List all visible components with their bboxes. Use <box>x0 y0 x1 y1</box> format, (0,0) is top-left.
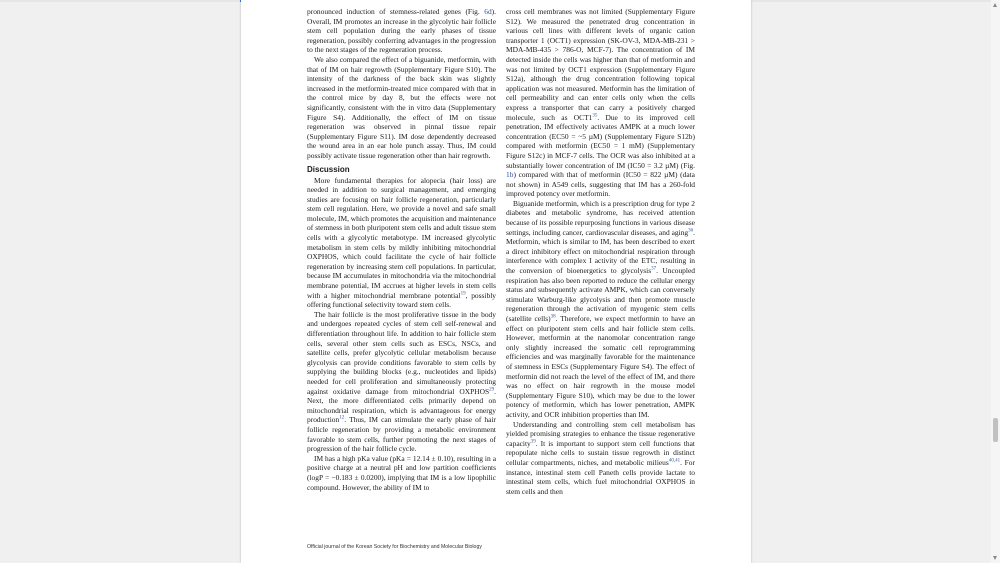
page-footer: Official journal of the Korean Society for Biochemistry and Molecular Biology <box>307 544 482 550</box>
citation-link[interactable]: 19 <box>460 291 466 297</box>
text-run: . Therefore, we expect metformin to have an effect on pluripotent stem cells and hair follicle stem cells. However, metformin at the nanomolar concentration range only slightly increased the somatic cell reprogramming efficiencies and was marginally favorable for the maintenance of stemness in ESCs (Supplementary Figure S4). The effect of metformin did not reach the level of the effect of IM, and there was no effect on hair regrowth in the mouse model (Supplementary Figure S10), which may be due to the lower potency of metformin, which has lower penetration, AMPK activity, and OCR inhibition properties than IM. <box>506 314 696 419</box>
text-run: pronounced induction of stemness-related genes (Fig. <box>307 7 485 16</box>
citation-link[interactable]: 39 <box>530 439 536 445</box>
text-run: We also compared the effect of a biguanide, metformin, with that of IM on hair regrowth (Supplementary Figure S10). The intensity of the darkness of the back skin was slightly increased in the metformin-treated mice compared with that in the control mice by day 8, but the effects were not significantly, consistent with the in vitro data (Supplementary Figure S4). Additionally, the effect of IM on tissue regeneration was observed in pinnal tissue repair (Supplementary Figure S11). IM dose dependently decreased the wound area in an ear hole punch assay. Thus, IM could possibly activate tissue regeneration other than hair regrowth. <box>307 54 496 160</box>
text-run: . Due to its improved cell penetration, IM effectively activates AMPK at a much lower concentration (EC50 = ~5 µM) (Supplementary Figure S12b) compared with metformin (EC50 = 1 mM) (Supplementary Figure S12c) in MCF-7 cells. The OCR was also inhibited at a substantially lower concentration of IM (IC50 = 3.2 µM) (Fig. <box>506 112 695 170</box>
citation-link[interactable]: 35 <box>592 113 598 119</box>
text-run: . Uncoupled respiration has also been reported to reduce the cellular energy status and subsequently activate AMPK, which can conversely stimulate Warburg-like glycolysis and then promote muscle regeneration through the activation of myogenic stem cells (satellite cells) <box>506 266 695 323</box>
text-run: . It is important to support stem cell functions that repopulate niche cells to sustain tissue regrowth in distinct cellular compartments, niches, and metabolic milieus <box>506 438 695 467</box>
text-run: . Thus, IM can stimulate the early phase of hair follicle regeneration by providing a metabolic environment favorable to stem cells, further promoting the next stages of progression of the hair follicle cycle. <box>307 415 496 454</box>
body-paragraph <box>506 7 695 199</box>
vertical-scrollbar[interactable] <box>991 0 1000 563</box>
left-column <box>307 7 496 492</box>
text-run: Understanding and controlling stem cell metabolism has yielded promising strategies to enhance the tissue regenerative capacity <box>506 419 695 448</box>
citation-link[interactable]: 29 <box>489 387 495 393</box>
right-column <box>506 7 695 496</box>
section-heading: Discussion <box>307 164 350 174</box>
figure-link[interactable]: 1b <box>506 170 514 180</box>
figure-link[interactable]: 6d <box>484 7 492 16</box>
text-run: ) compared with that of metformin (IC50 = 822 µM) (data not shown) in A549 cells, suggesting that IM has a 260-fold improved potency over metformin. <box>506 170 695 199</box>
text-run: cross cell membranes was not limited (Supplementary Figure S12). We measured the penetrated drug concentration in various cell lines with different levels of organic cation transporter 1 (OCT1) expression (SK-OV-3, MDA-MB-231 > MDA-MB-435 > 786-O, MCF-7). The concentration of IM detected inside the cells was higher than that of metformin and was not limited by OCT1 expression (Supplementary Figure S12a), although the drug concentration following topical application was not measured. Metformin has the limitation of cell permeability and can enter cells only when the cells express a transporter that can carry a positively charged molecule, such as OCT1 <box>506 7 695 122</box>
body-paragraph <box>506 199 695 420</box>
citation-link[interactable]: 40,41 <box>668 458 681 464</box>
body-paragraph <box>307 310 496 454</box>
text-run: . For instance, intestinal stem cell Paneth cells provide lactate to intestinal stem cells, which fuel mitochondrial OXPHOS in stem cells and then <box>506 457 695 496</box>
scrollbar-thumb[interactable] <box>993 418 998 442</box>
citation-link[interactable]: 36 <box>688 228 694 234</box>
body-paragraph <box>307 176 496 310</box>
text-run: . Next, the more differentiated cells primarily depend on mitochondrial respiration, which is advantageous for energy production <box>307 386 496 425</box>
text-run: ). Overall, IM promotes an increase in the glycolytic hair follicle stem cell population during the early phases of tissue regeneration, possibly conferring advantages in the progression to the next stages of the regeneration process. <box>307 7 496 55</box>
body-paragraph <box>307 7 496 55</box>
scroll-up-arrow-icon[interactable] <box>993 3 997 7</box>
citation-link[interactable]: 38 <box>550 314 556 320</box>
citation-link[interactable]: 37 <box>651 266 657 272</box>
body-paragraph <box>307 55 496 161</box>
text-run: , possibly offering functional selectivity toward stem cells. <box>307 290 496 310</box>
text-run: Biguanide metformin, which is a prescription drug for type 2 diabetes and metabolic syndrome, has received attention because of its possible repurposing functions in various disease settings, including cancer, cardiovascular diseases, and aging <box>506 198 695 237</box>
text-run: . Metformin, which is similar to IM, has been described to exert a direct inhibitory effect on mitochondrial respiration through interference with complex I activity of the ETC, resulting in the conversion of bioenergetics to glycolysis <box>506 227 695 276</box>
text-run: IM has a high pKa value (pKa = 12.14 ± 0.10), resulting in a positive charge at a neutral pH and low partition coefficients (logP = −0.183 ± 0.0200), implying that IM is a low lipophilic compound. However, the ability of IM to <box>307 453 496 492</box>
text-run: The hair follicle is the most proliferative tissue in the body and undergoes repeated cycles of stem cell self-renewal and differentiation throughout life. In addition to hair follicle stem cells, several other stem cells such as ESCs, NSCs, and satellite cells, prefer glycolytic cellular metabolism because glycolysis can provide conditions favorable to stem cells by supplying the building blocks (e.g., nucleotides and lipids) needed for cell proliferation and simultaneously protecting against oxidative damage from mitochondrial OXPHOS <box>307 309 496 396</box>
text-run: More fundamental therapies for alopecia (hair loss) are needed in addition to surgical management, and emerging studies are focusing on hair follicle regeneration, particularly stem cell regulation. Here, we provide a novel and safe small molecule, IM, which promotes the acquisition and maintenance of stemness in both pluripotent stem cells and adult tissue stem cells with a glycolytic metabotype. IM increased glycolytic metabolism in stem cells by mildly inhibiting mitochondrial OXPHOS, which could facilitate the cycle of hair follicle regeneration by increasing stem cell populations. In particular, because IM accumulates in mitochondria via the mitochondrial membrane potential, IM accrues at higher levels in stem cells with a higher mitochondrial membrane potential <box>307 175 496 300</box>
scroll-down-arrow-icon[interactable] <box>993 556 997 560</box>
citation-link[interactable]: 12 <box>339 415 345 421</box>
pdf-page <box>241 0 751 563</box>
body-paragraph <box>307 454 496 492</box>
body-paragraph <box>506 420 695 497</box>
